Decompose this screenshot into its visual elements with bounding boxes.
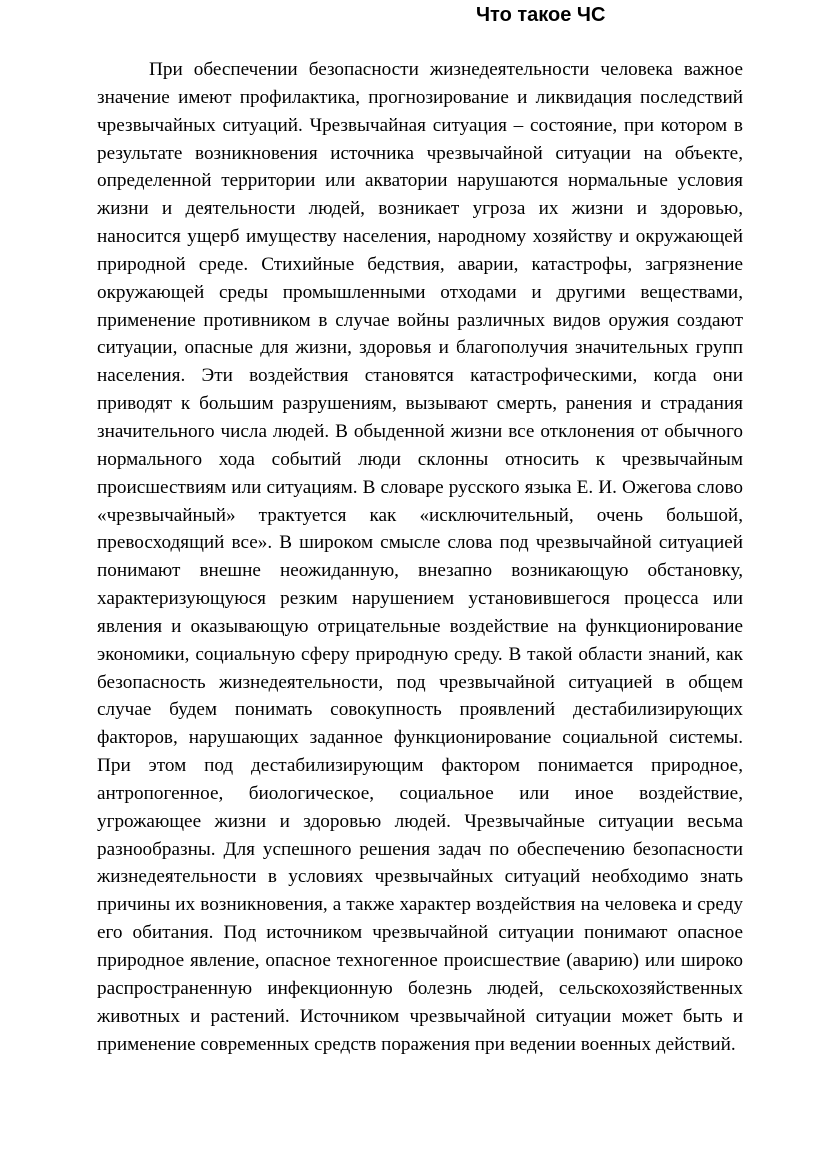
body-paragraph: При обеспечении безопасности жизнедеятельности человека важное значение имеют профилактика, прогнозирование и ликвидация последствий чрезвычайных ситуаций. Чрезвычайная ситуация – состояние, при котором в результате возникновения источника чрезвычайной ситуации на объекте, определенной территории или акватории нарушаются нормальные условия жизни и деятельности людей, возникает угроза их жизни и здоровью, наносится ущерб имуществу населения, народному хозяйству и окружающей природной среде. Стихийные бедствия, аварии, катастрофы, загрязнение окружающей среды промышленными отходами и другими веществами, применение противником в случае войны различных видов оружия создают ситуации, опасные для жизни, здоровья и благополучия значительных групп населения. Эти воздействия становятся катастрофическими, когда они приводят к большим разрушениям, вызывают смерть, ранения и страдания значительного числа людей. В обыденной жизни все отклонения от обычного нормального хода событий люди склонны относить к чрезвычайным происшествиям или ситуациям. В словаре русского языка Е. И. Ожегова слово «чрезвычайный» трактуется как «исключительный, очень большой, превосходящий все». В широком смысле слова под чрезвычайной ситуацией понимают внешне неожиданную, внезапно возникающую обстановку, характеризующуюся резким нарушением установившегося процесса или явления и оказывающую отрицательные воздействие на функционирование экономики, социальную сферу природную среду. В такой области знаний, как безопасность жизнедеятельности, под чрезвычайной ситуацией в общем случае будем понимать совокупность проявлений дестабилизирующих факторов, нарушающих заданное функционирование социальной системы. При этом под дестабилизирующим фактором понимается природное, антропогенное, биологическое, социальное или иное воздействие, угрожающее жизни и здоровью людей. Чрезвычайные ситуации весьма разнообразны. Для успешного решения задач по обеспечению безопасности жизнедеятельности в условиях чрезвычайных ситуаций необходимо знать причины их возникновения, а также характер воздействия на человека и среду его обитания. Под источником чрезвычайной ситуации понимают опасное природное явление, опасное техногенное происшествие (аварию) или широко распространенную инфекционную болезнь людей, сельскохозяйственных животных и растений. Источником чрезвычайной ситуации может быть и применение современных средств поражения при ведении военных действий. [97,59,743,1055]
page-title: Что такое ЧС [476,4,606,26]
